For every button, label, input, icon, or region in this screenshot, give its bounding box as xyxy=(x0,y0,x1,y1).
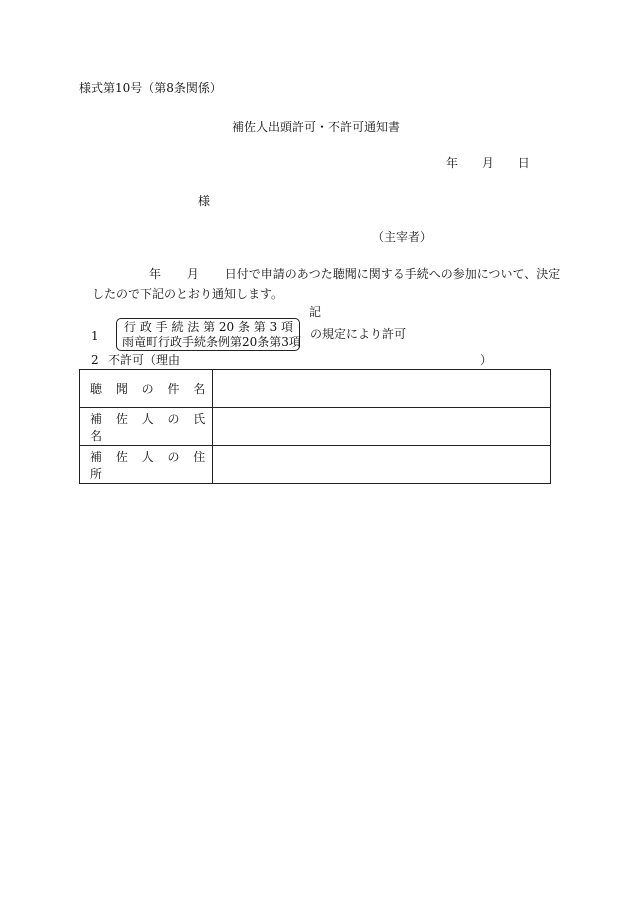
ki-label: 記 xyxy=(309,305,322,319)
law-2: 雨竜町行政手続条例第20条第3項 xyxy=(122,335,301,349)
body-month: 月 xyxy=(186,267,199,281)
assistant-name-label: 補 佐 人 の 氏 名 xyxy=(80,408,213,446)
assistant-address-label: 補 佐 人 の 住 所 xyxy=(80,446,213,484)
date-line xyxy=(446,157,530,169)
organizer-label: （主宰者） xyxy=(372,230,433,244)
assistant-name-value[interactable] xyxy=(213,408,551,446)
item-2-close: ） xyxy=(480,353,493,367)
table-row xyxy=(80,370,551,408)
date-year: 年 xyxy=(446,156,459,170)
date-day: 日 xyxy=(517,156,530,170)
table-row xyxy=(80,408,551,446)
table-row xyxy=(80,446,551,484)
law-1: 行 政 手 続 法 第 20 条 第 3 項 xyxy=(124,320,294,334)
item-2-number: 2 xyxy=(91,353,99,367)
form-number: 様式第10号（第8条関係） xyxy=(79,81,222,95)
body-line-2: したので下記のとおり通知します。 xyxy=(92,287,284,301)
date-month: 月 xyxy=(481,156,494,170)
item-1-suffix: の規定により許可 xyxy=(310,327,407,341)
body-line-1 xyxy=(149,268,560,280)
hearing-subject-value[interactable] xyxy=(213,370,551,408)
info-table xyxy=(79,369,551,484)
item-2-text: 不許可（理由 xyxy=(108,353,181,367)
document-title: 補佐人出頭許可・不許可通知書 xyxy=(232,120,401,134)
item-1-number: 1 xyxy=(91,329,99,343)
addressee-suffix: 様 xyxy=(198,194,211,208)
assistant-address-value[interactable] xyxy=(213,446,551,484)
body-text-1: 日付で申請のあつた聴聞に関する手続への参加について、決定 xyxy=(224,267,561,281)
body-year: 年 xyxy=(149,267,162,281)
hearing-subject-label: 聴 聞 の 件 名 xyxy=(80,370,213,408)
